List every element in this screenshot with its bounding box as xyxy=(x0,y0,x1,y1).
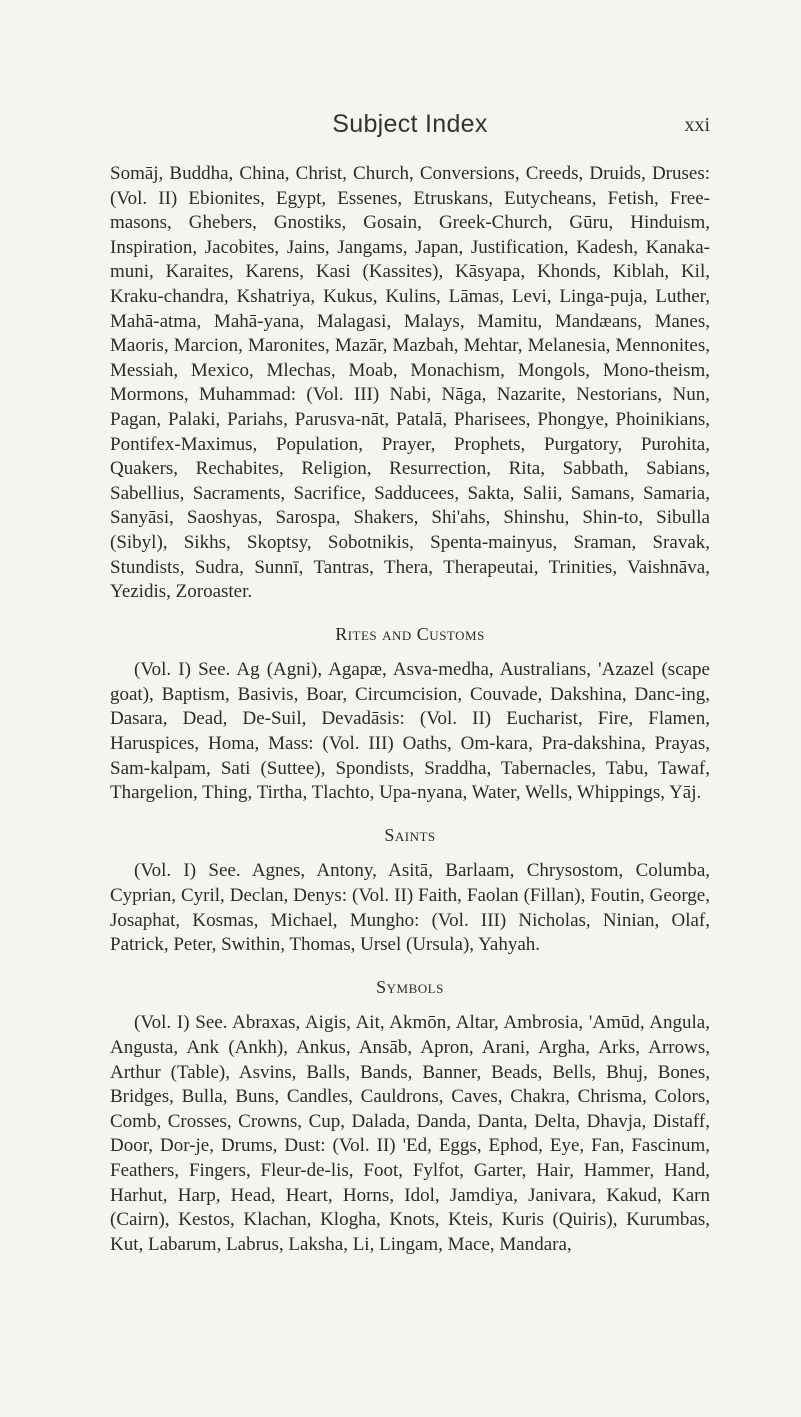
section-heading-symbols: Symbols xyxy=(376,976,444,997)
intro-paragraph: Somāj, Buddha, China, Christ, Church, Conversions, Creeds, Druids, Druses: (Vol. II) Ebionites, Egypt, Essenes, Etruskans, Eutycheans, Fetish, Free-masons, Ghebers, Gnostiks, Gosain, Greek-Church, Gūru, Hinduism, Inspiration, Jacobites, Jains, Jangams, Japan, Justification, Kadesh, Kanaka-muni, Karaites, Karens, Kasi (Kassites), Kāsyapa, Khonds, Kiblah, Kil, Kraku-chandra, Kshatriya, Kukus, Kulins, Lāmas, Levi, Linga-puja, Luther, Mahā-atma, Mahā-yana, Malagasi, Malays, Mamitu, Mandæans, Manes, Maoris, Marcion, Maronites, Mazār, Mazbah, Mehtar, Melanesia, Mennonites, Messiah, Mexico, Mlechas, Moab, Monachism, Mongols, Mono-theism, Mormons, Muhammad: (Vol. III) Nabi, Nāga, Nazarite, Nestorians, Nun, Pagan, Palaki, Pariahs, Parusva-nāt, Patalā, Pharisees, Phongye, Phoinikians, Pontifex-Maximus, Population, Prayer, Prophets, Purgatory, Purohita, Quakers, Rechabites, Religion, Resurrection, Rita, Sabbath, Sabians, Sabellius, Sacraments, Sacrifice, Sadducees, Sakta, Salii, Samans, Samaria, Sanyāsi, Saoshyas, Sarospa, Shakers, Shi'ahs, Shinshu, Shin-to, Sibulla (Sibyl), Sikhs, Skoptsy, Sobotnikis, Spenta-mainyus, Sraman, Sravak, Stundists, Sudra, Sunnī, Tantras, Thera, Therapeutai, Trinities, Vaishnāva, Yezidis, Zoroaster. xyxy=(110,163,710,603)
section-text-symbols: (Vol. I) See. Abraxas, Aigis, Ait, Akmōn, Altar, Ambrosia, 'Amūd, Angula, Angusta, Ank (Ankh), Ankus, Ansāb, Apron, Arani, Argha, Arks, Arrows, Arthur (Table), Asvins, Balls, Bands, Banner, Beads, Bells, Bhuj, Bones, Bridges, Bulla, Buns, Candles, Cauldrons, Caves, Chakra, Chrisma, Colors, Comb, Crosses, Crowns, Cup, Dalada, Danda, Danta, Delta, Dhavja, Distaff, Door, Dor-je, Drums, Dust: (Vol. II) 'Ed, Eggs, Ephod, Eye, Fan, Fascinum, Feathers, Fingers, Fleur-de-lis, Foot, Fylfot, Garter, Hair, Hammer, Hand, Harhut, Harp, Head, Heart, Horns, Idol, Jamdiya, Janivara, Kakud, Karn (Cairn), Kestos, Klachan, Klogha, Knots, Kteis, Kuris (Quiris), Kurumbas, Kut, Labarum, Labrus, Laksha, Li, Lingam, Mace, Mandara, xyxy=(110,1012,710,1255)
running-title: Subject Index xyxy=(332,110,488,138)
index-body xyxy=(110,162,710,1257)
section-heading-saints: Saints xyxy=(384,824,436,845)
section-heading-rites-and-customs: Rites and Customs xyxy=(335,623,485,644)
section-text-rites-and-customs: (Vol. I) See. Ag (Agni), Agapæ, Asva-medha, Australians, 'Azazel (scape goat), Baptism, Basivis, Boar, Circumcision, Couvade, Dakshina, Danc-ing, Dasara, Dead, De-Suil, Devadāsis: (Vol. II) Eucharist, Fire, Flamen, Haruspices, Homa, Mass: (Vol. III) Oaths, Om-kara, Pra-dakshina, Prayas, Sam-kalpam, Sati (Suttee), Spondists, Sraddha, Tabernacles, Tabu, Tawaf, Thargelion, Thing, Tirtha, Tlachto, Upa-nyana, Water, Wells, Whippings, Yāj. xyxy=(110,659,710,804)
page-header xyxy=(110,110,710,150)
page-number: xxi xyxy=(684,114,710,136)
section-text-saints: (Vol. I) See. Agnes, Antony, Asitā, Barlaam, Chrysostom, Columba, Cyprian, Cyril, Declan, Denys: (Vol. II) Faith, Faolan (Fillan), Foutin, George, Josaphat, Kosmas, Michael, Mungho: (Vol. III) Nicholas, Ninian, Olaf, Patrick, Peter, Swithin, Thomas, Ursel (Ursula), Yahyah. xyxy=(110,860,710,956)
